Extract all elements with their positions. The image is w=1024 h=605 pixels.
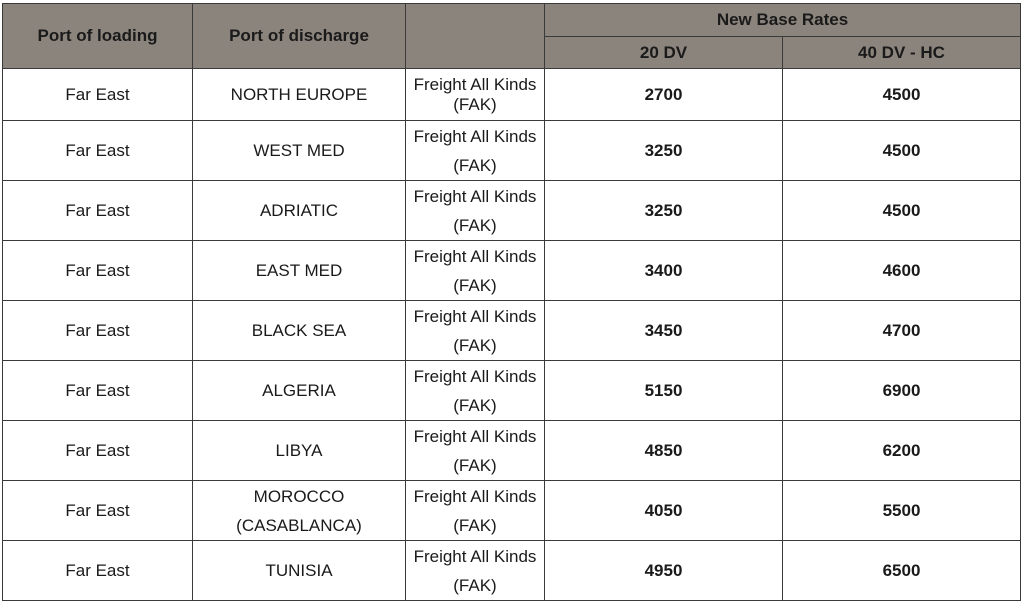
cell-cargo: Freight All Kinds (FAK)	[406, 241, 545, 301]
header-port-of-discharge: Port of discharge	[193, 4, 406, 69]
cell-cargo: Freight All Kinds (FAK)	[406, 121, 545, 181]
table-row	[3, 481, 1021, 541]
cell-port-of-discharge: TUNISIA	[193, 541, 406, 601]
header-20dv: 20 DV	[545, 37, 783, 69]
cell-port-of-discharge: WEST MED	[193, 121, 406, 181]
cell-port-of-loading: Far East	[3, 361, 193, 421]
cell-rate-20dv: 4850	[545, 421, 783, 481]
cell-port-of-loading: Far East	[3, 421, 193, 481]
table-row	[3, 121, 1021, 181]
table-header	[3, 4, 1021, 69]
cell-port-of-loading: Far East	[3, 181, 193, 241]
cell-port-of-discharge: MOROCCO (CASABLANCA)	[193, 481, 406, 541]
cell-rate-20dv: 3250	[545, 181, 783, 241]
cell-port-of-loading: Far East	[3, 541, 193, 601]
cell-rate-20dv: 5150	[545, 361, 783, 421]
cell-cargo: Freight All Kinds (FAK)	[406, 361, 545, 421]
cell-rate-40dv-hc: 4600	[783, 241, 1021, 301]
cell-port-of-loading: Far East	[3, 121, 193, 181]
cell-port-of-discharge: LIBYA	[193, 421, 406, 481]
base-rates-table	[2, 3, 1021, 601]
cell-port-of-discharge: NORTH EUROPE	[193, 69, 406, 121]
table-row	[3, 181, 1021, 241]
header-cargo	[406, 4, 545, 69]
cell-cargo: Freight All Kinds (FAK)	[406, 421, 545, 481]
cell-port-of-loading: Far East	[3, 241, 193, 301]
cell-rate-40dv-hc: 4500	[783, 181, 1021, 241]
cell-cargo: Freight All Kinds (FAK)	[406, 181, 545, 241]
cell-cargo: Freight All Kinds (FAK)	[406, 69, 545, 121]
cell-rate-20dv: 2700	[545, 69, 783, 121]
cell-cargo: Freight All Kinds (FAK)	[406, 481, 545, 541]
cell-rate-20dv: 3450	[545, 301, 783, 361]
table-row	[3, 541, 1021, 601]
cell-cargo: Freight All Kinds (FAK)	[406, 541, 545, 601]
cell-rate-40dv-hc: 4500	[783, 69, 1021, 121]
cell-rate-40dv-hc: 6200	[783, 421, 1021, 481]
table-row	[3, 241, 1021, 301]
cell-port-of-discharge: BLACK SEA	[193, 301, 406, 361]
cell-rate-40dv-hc: 4700	[783, 301, 1021, 361]
cell-rate-20dv: 4950	[545, 541, 783, 601]
cell-port-of-discharge: ALGERIA	[193, 361, 406, 421]
cell-port-of-discharge: EAST MED	[193, 241, 406, 301]
cell-port-of-loading: Far East	[3, 301, 193, 361]
cell-rate-20dv: 3250	[545, 121, 783, 181]
cell-rate-20dv: 4050	[545, 481, 783, 541]
table-row	[3, 69, 1021, 121]
header-40dv-hc: 40 DV - HC	[783, 37, 1021, 69]
cell-port-of-loading: Far East	[3, 69, 193, 121]
table-body	[3, 69, 1021, 601]
cell-rate-40dv-hc: 4500	[783, 121, 1021, 181]
header-port-of-loading: Port of loading	[3, 4, 193, 69]
cell-port-of-loading: Far East	[3, 481, 193, 541]
cell-rate-40dv-hc: 6500	[783, 541, 1021, 601]
cell-port-of-discharge: ADRIATIC	[193, 181, 406, 241]
cell-rate-40dv-hc: 5500	[783, 481, 1021, 541]
header-new-base-rates: New Base Rates	[545, 4, 1021, 37]
cell-rate-40dv-hc: 6900	[783, 361, 1021, 421]
cell-rate-20dv: 3400	[545, 241, 783, 301]
cell-cargo: Freight All Kinds (FAK)	[406, 301, 545, 361]
table-row	[3, 361, 1021, 421]
table-row	[3, 301, 1021, 361]
table-row	[3, 421, 1021, 481]
